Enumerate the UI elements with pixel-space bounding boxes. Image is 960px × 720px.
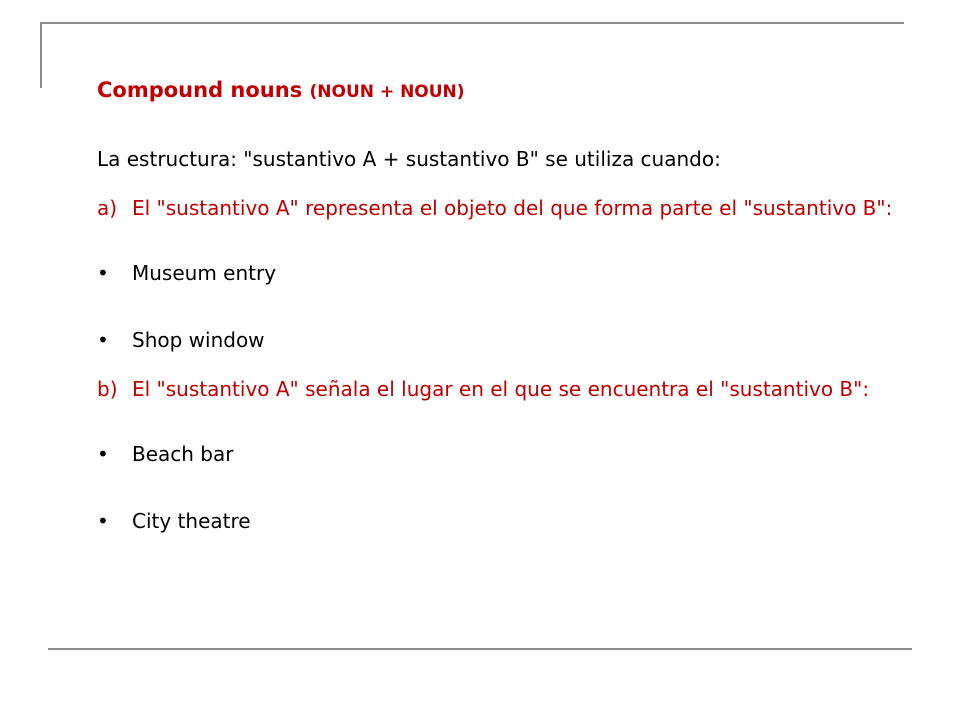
- item-a-marker: a): [97, 196, 118, 220]
- title-paren: (NOUN + NOUN): [309, 82, 465, 102]
- top-rule: [40, 22, 904, 24]
- bullet-icon: •: [97, 328, 109, 352]
- item-a-text: El "sustantivo A" representa el objeto del que forma parte el "sustantivo B":: [132, 196, 893, 220]
- list-item-a: [97, 193, 917, 224]
- left-rule: [40, 22, 42, 88]
- bullet-icon: •: [97, 261, 109, 285]
- bottom-rule: [48, 648, 912, 650]
- bullet-item: [97, 325, 917, 356]
- slide-content: [97, 76, 917, 537]
- bullet-item: [97, 439, 917, 470]
- bullet-item: [97, 258, 917, 289]
- list-item-b: [97, 374, 917, 405]
- bullet-text: Beach bar: [132, 442, 234, 466]
- bullet-icon: •: [97, 442, 109, 466]
- bullet-text: City theatre: [132, 509, 251, 533]
- item-b-marker: b): [97, 377, 118, 401]
- title-main: Compound nouns: [97, 78, 310, 102]
- bullet-text: Museum entry: [132, 261, 277, 285]
- bullet-text: Shop window: [132, 328, 265, 352]
- bullet-item: [97, 506, 917, 537]
- bullet-icon: •: [97, 509, 109, 533]
- intro-text: La estructura: "sustantivo A + sustantivo B" se utiliza cuando:: [97, 147, 721, 171]
- slide-title: [97, 76, 917, 106]
- item-b-text: El "sustantivo A" señala el lugar en el que se encuentra el "sustantivo B":: [132, 377, 870, 401]
